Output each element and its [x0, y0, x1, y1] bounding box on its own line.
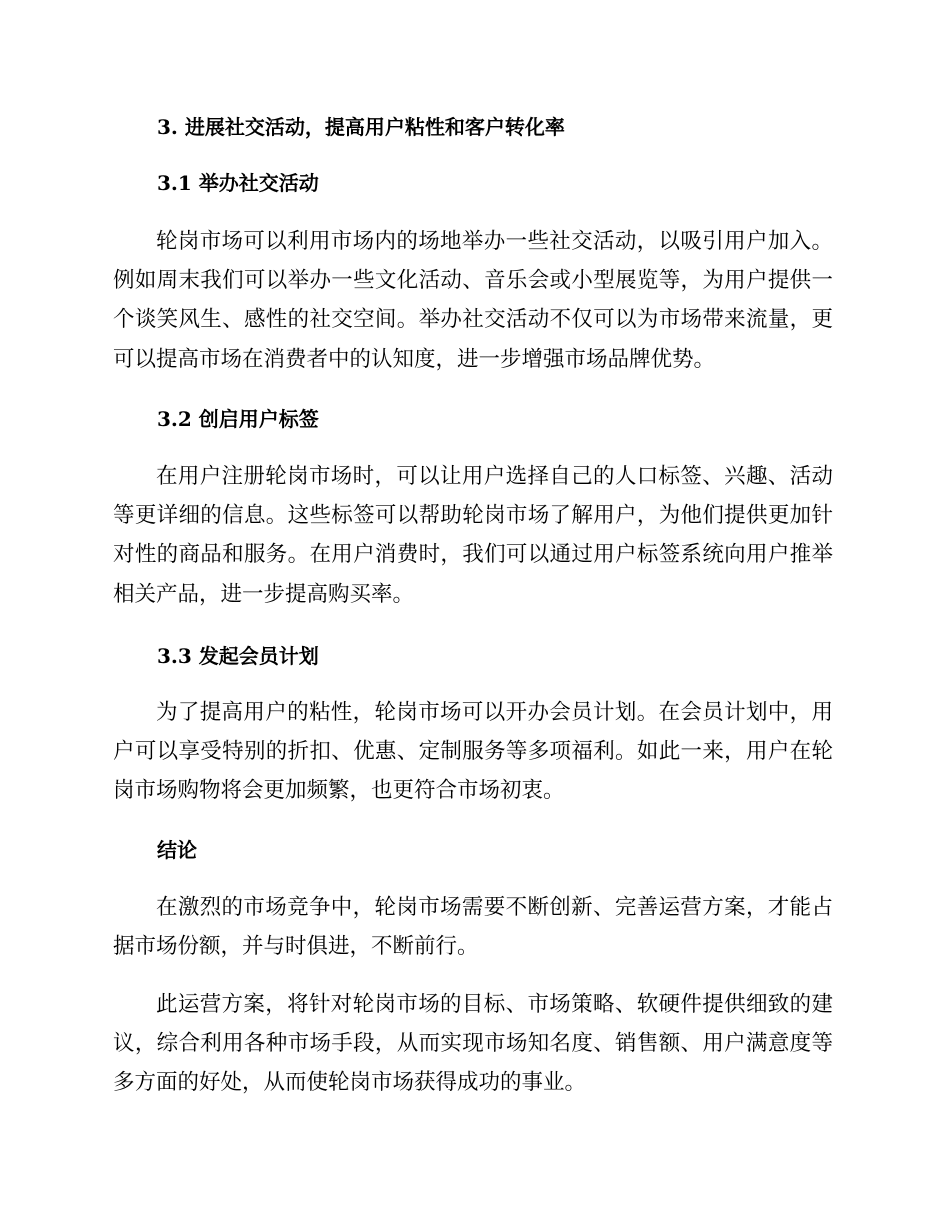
paragraph-3-1: 轮岗市场可以利用市场内的场地举办一些社交活动，以吸引用户加入。例如周末我们可以举办一些文化活动、音乐会或小型展览等，为用户提供一个谈笑风生、感性的社交空间。举办社交活动不仅可以为市场带来流量，更可以提高市场在消费者中的认知度，进一步增强市场品牌优势。 — [113, 229, 833, 372]
conclusion-heading: 结论 — [157, 838, 197, 862]
paragraph-3-3: 为了提高用户的粘性，轮岗市场可以开办会员计划。在会员计划中，用户可以享受特别的折扣、优惠、定制服务等多项福利。如此一来，用户在轮岗市场购物将会更加频繁，也更符合市场初衷。 — [113, 700, 833, 804]
subsection-heading-3-1: 3.1 举办社交活动 — [157, 171, 319, 195]
conclusion-paragraph-1: 在激烈的市场竞争中，轮岗市场需要不断创新、完善运营方案，才能占据市场份额，并与时俱进，不断前行。 — [113, 895, 833, 960]
section-heading: 3. 进展社交活动，提高用户粘性和客户转化率 — [157, 115, 565, 139]
subsection-heading-3-3: 3.3 发起会员计划 — [157, 644, 319, 668]
subsection-heading-3-2: 3.2 创启用户标签 — [157, 407, 319, 431]
paragraph-3-2: 在用户注册轮岗市场时，可以让用户选择自己的人口标签、兴趣、活动等更详细的信息。这些标签可以帮助轮岗市场了解用户，为他们提供更加针对性的商品和服务。在用户消费时，我们可以通过用户标签系统向用户推举相关产品，进一步提高购买率。 — [113, 464, 833, 607]
conclusion-paragraph-2: 此运营方案，将针对轮岗市场的目标、市场策略、软硬件提供细致的建议，综合利用各种市场手段，从而实现市场知名度、销售额、用户满意度等多方面的好处，从而使轮岗市场获得成功的事业。 — [113, 992, 833, 1096]
